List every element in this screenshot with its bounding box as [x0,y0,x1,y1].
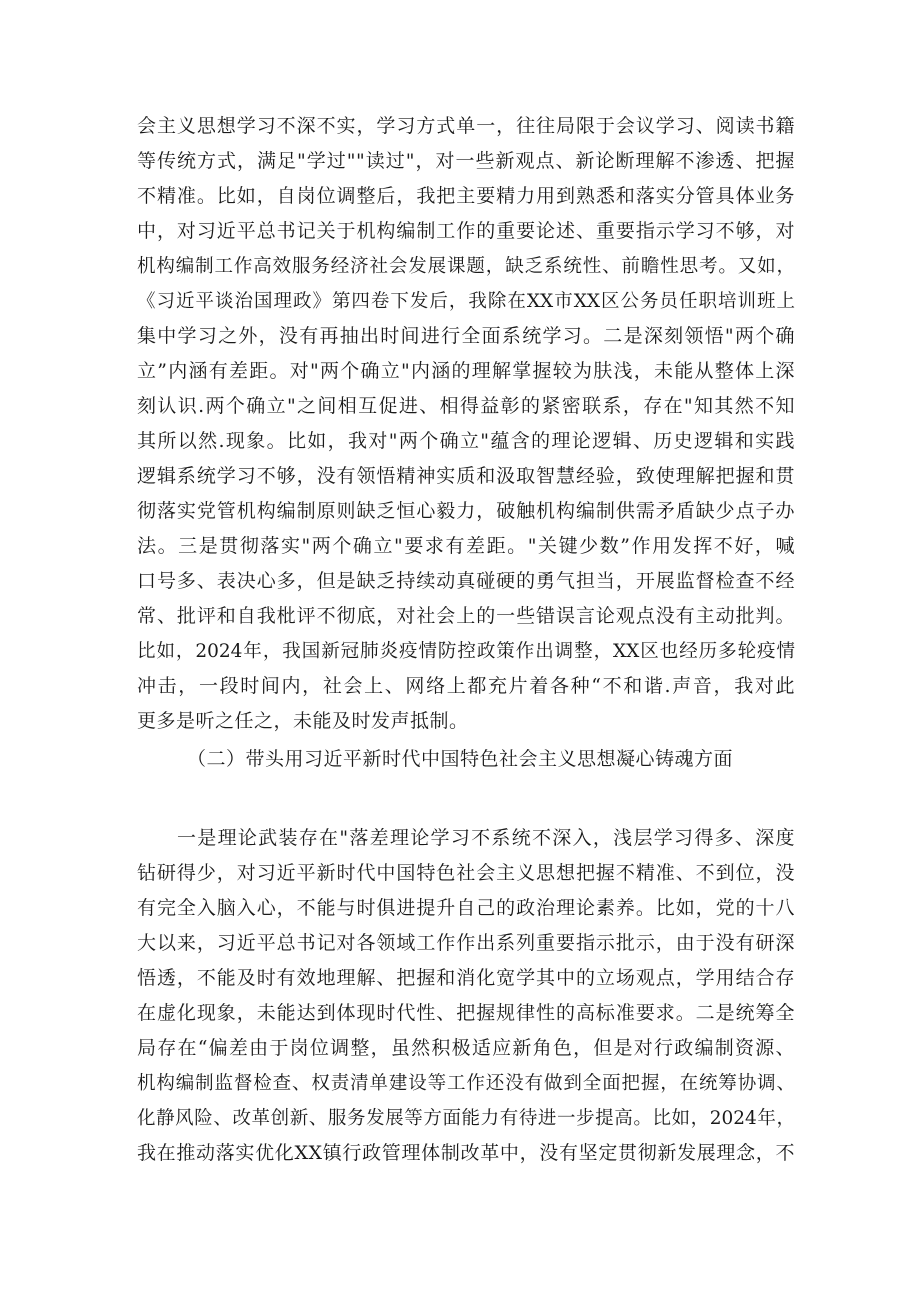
text-line: 我在推动落实优化XX镇行政管理体制改革中，没有坚定贯彻新发展理念，不 [137,1142,795,1164]
paragraph-2 [137,821,795,1171]
text-line: 刻认识.两个确立"之间相互促进、相得益彰的紧密联系，存在"知其然不知 [137,395,795,417]
paragraph-1 [137,109,795,739]
text-line: 集中学习之外，没有再抽出时间进行全面系统学习。二是深刻领悟"两个确 [137,325,795,347]
text-line: 口号多、表决心多，但是缺乏持续动真碰硬的勇气担当，开展监督检查不经 [137,570,795,592]
text-line: 不精准。比如，自岗位调整后，我把主要精力用到熟悉和落实分管具体业务 [137,185,795,207]
text-line: 《习近平谈治国理政》第四卷下发后，我除在XX市XX区公务员任职培训班上 [137,291,795,312]
text-line-indented: 一是理论武装存在"落差理论学习不系统不深入，浅层学习得多、深度 [177,827,795,849]
text-line: 法。三是贯彻落实"两个确立"要求有差距。"关键少数”作用发挥不好，喊 [137,535,795,557]
text-line: 常、批评和自我枇评不彻底，对社会上的一些错误言论观点没有主动批判。 [137,605,795,627]
text-line: 大以来，习近平总书记对各领域工作作出系列重要指示批示，由于没有研深 [137,932,795,954]
text-line: 悟透，不能及时有效地理解、把握和消化宽学其中的立场观点，学用结合存 [137,967,795,989]
text-line: 化静风险、改革创新、服务发展等方面能力有待进一步提高。比如，2024年， [137,1108,795,1129]
text-line: 中，对习近平总书记关于机构编制工作的重要论述、重要指示学习不够，对 [137,220,795,242]
text-line: 机构编制工作高效服务经济社会发展课题，缺乏系统性、前瞻性思考。又如， [137,256,795,277]
text-line: 在虚化现象，未能达到体现时代性、把握规律性的高标准要求。二是统筹全 [137,1002,795,1024]
text-line: 更多是听之任之，未能及时发声抵制。 [137,710,469,732]
text-line: 等传统方式，满足"学过""读过"，对一些新观点、新论断理解不渗透、把握 [137,150,795,172]
text-line: 钻研得少，对习近平新时代中国特色社会主义思想把握不精准、不到位，没 [137,862,795,884]
text-line: 立”内涵有差距。对"两个确立"内涵的理解掌握较为肤浅，未能从整体上深 [137,360,795,382]
text-line: 比如，2024年，我国新冠肺炎疫情防控政策作出调整，XX区也经历多轮疫情 [137,641,795,662]
text-line: 其所以然.现象。比如，我对"两个确立"蕴含的理论逻辑、历史逻辑和实践 [137,430,795,452]
text-line: 有完全入脑入心，不能与时俱进提升自己的政治理论素养。比如，党的十八 [137,897,795,919]
text-line: 局存在“偏差由于岗位调整，虽然积极适应新角色，但是对行政编制资源、 [137,1037,795,1059]
text-line: 会主义思想学习不深不实，学习方式单一，往往局限于会议学习、阅读书籍 [137,115,795,137]
text-line: 冲击，一段时间内，社会上、网络上都充片着各种“不和谐.声音，我对此 [137,675,795,697]
text-line: 逻辑系统学习不够，没有领悟精神实质和汲取智慧经验，致使理解把握和贯 [137,465,795,487]
section-heading: （二）带头用习近平新时代中国特色社会主义思想凝心铸魂方面 [186,748,733,770]
text-line: 彻落实党管机构编制原则缺乏恒心毅力，破触机构编制供需矛盾缺少点子办 [137,500,795,522]
text-line: 机构编制监督检查、权责清单建设等工作还没有做到全面把握，在统筹协调、 [137,1073,795,1094]
